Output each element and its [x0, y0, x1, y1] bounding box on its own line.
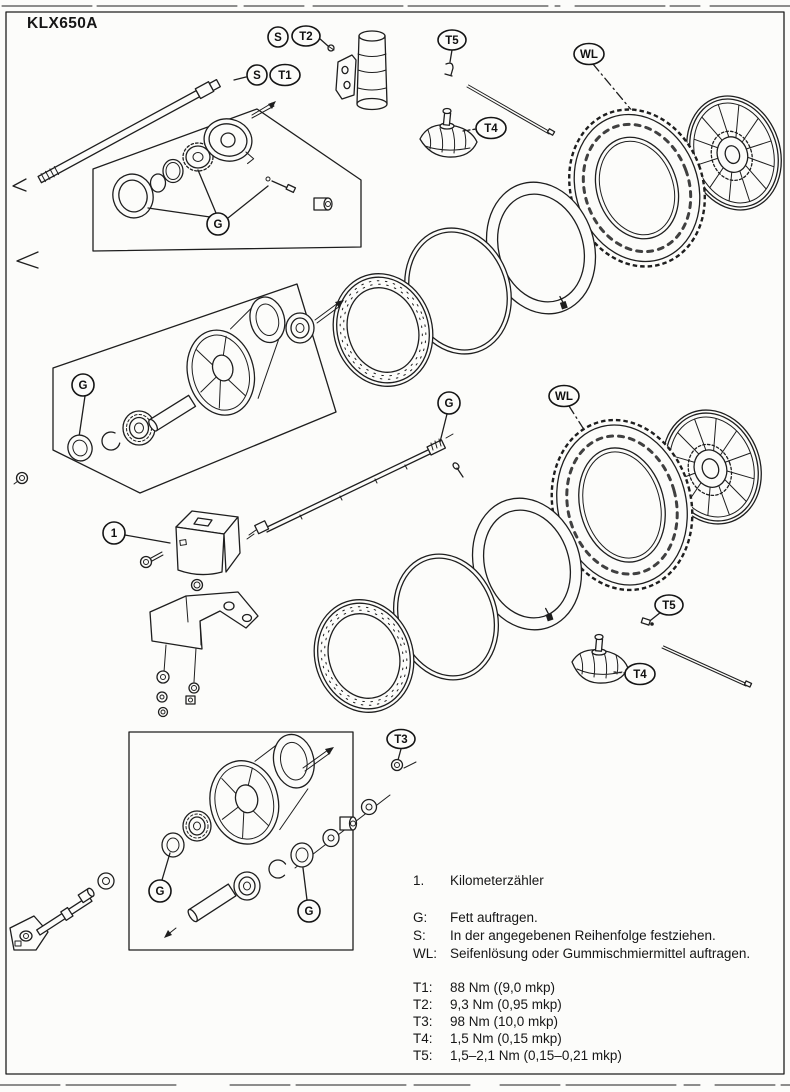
grease-seal — [108, 170, 158, 223]
torque-row-t5: T5: 1,5–2,1 Nm (0,15–0,21 mkp) — [413, 1048, 622, 1063]
bearing — [234, 872, 260, 900]
washer — [157, 671, 169, 683]
svg-text:T3: T3 — [394, 734, 408, 746]
callout-g-gearbox — [207, 213, 229, 235]
g-leader-lines — [148, 170, 268, 218]
seal — [162, 833, 184, 857]
washer-right — [362, 800, 377, 815]
hub-seal — [64, 432, 95, 465]
g-leader — [162, 853, 170, 880]
axle-spacer — [78, 887, 95, 902]
spoke-nipple-upper — [445, 50, 453, 76]
unit-bracket — [336, 55, 356, 99]
mount-bolt — [141, 552, 164, 568]
wheel-bearing-left — [123, 411, 155, 445]
svg-text:WL: WL — [580, 49, 598, 61]
front-hub-box — [53, 284, 344, 493]
axle-washer — [98, 873, 114, 889]
bushing-right — [340, 817, 357, 830]
margin-arrow-icons — [13, 179, 38, 268]
callout-t5-bottom — [655, 595, 683, 615]
legend-item1-text: Kilometerzähler — [450, 873, 544, 888]
svg-text:T4: T4 — [633, 669, 647, 681]
callout-g-front-hub — [72, 374, 94, 396]
g-leader — [79, 396, 85, 437]
hex-nut — [159, 708, 168, 717]
legend-note-s: S: In der angegebenen Reihenfolge festziehen. — [413, 928, 716, 944]
hub-spacer-tube — [147, 395, 195, 432]
legend-notes — [413, 909, 783, 964]
rim-lock-upper — [420, 109, 477, 158]
legend-note-wl: WL: Seifenlösung oder Gummischmiermittel auftragen. — [413, 946, 751, 962]
svg-text:G: G — [78, 380, 88, 392]
callout-wl-bottom — [549, 386, 579, 407]
washer-ring — [163, 160, 183, 183]
callout-item1 — [103, 522, 125, 544]
callout-s-axle — [247, 65, 267, 85]
spoke-lower — [662, 646, 752, 687]
bearing — [183, 811, 211, 841]
torque-row-t3: T3: 98 Nm (10,0 mkp) — [413, 1014, 559, 1029]
svg-text:1: 1 — [110, 528, 118, 540]
nut — [192, 580, 203, 591]
speedometer-drive-unit — [319, 31, 387, 110]
washer — [323, 830, 339, 847]
callout-t5-top — [438, 30, 466, 50]
svg-text:G: G — [444, 398, 454, 410]
model-title: KLX650A — [27, 15, 98, 32]
callout-t4-bottom — [625, 664, 655, 685]
svg-text:T4: T4 — [484, 123, 498, 135]
spoke-nipple-lower — [641, 612, 661, 626]
callout-g-rear-right — [298, 900, 320, 922]
speedometer-cable — [247, 414, 463, 539]
svg-text:G: G — [304, 906, 314, 918]
square-nut — [186, 696, 195, 704]
svg-text:S: S — [253, 70, 261, 82]
torque-row-t1: T1: 88 Nm ((9,0 mkp) — [413, 980, 556, 995]
svg-text:G: G — [213, 219, 223, 231]
svg-text:T1: T1 — [278, 70, 292, 82]
svg-text:G: G — [155, 886, 165, 898]
o-ring-small — [151, 174, 166, 192]
assembly-arrow-small — [164, 928, 176, 938]
svg-text:S: S — [274, 32, 282, 44]
circlip — [98, 428, 123, 453]
left-margin-nut — [14, 473, 28, 485]
callout-wl-top — [574, 44, 604, 65]
rear-hub — [199, 731, 328, 851]
rim-lock-lower — [572, 635, 628, 684]
drive-pin — [266, 177, 295, 192]
g-leader — [303, 868, 307, 900]
svg-text:T2: T2 — [299, 31, 313, 43]
legend-torque-specs — [413, 979, 783, 1064]
wheel-bearing-right — [286, 313, 314, 343]
hub-spacer-tube — [186, 884, 236, 923]
cable-screw — [452, 462, 463, 477]
callout-g-rear-left — [149, 880, 171, 902]
bolt — [189, 683, 199, 693]
bushing — [314, 198, 332, 210]
torque-row-t4: T4: 1,5 Nm (0,15 mkp) — [413, 1031, 562, 1046]
legend-item — [413, 872, 783, 890]
callout-t1 — [270, 65, 300, 86]
svg-text:T5: T5 — [445, 35, 459, 47]
legend-note-g: G: Fett auftragen. — [413, 910, 538, 925]
callout-t2 — [292, 26, 320, 46]
legend-row-item1 — [413, 872, 783, 890]
callout-g-cable — [438, 392, 460, 414]
callout-s-top — [268, 27, 288, 47]
svg-text:WL: WL — [555, 391, 573, 403]
t3-axle-nut — [392, 749, 417, 771]
seal — [291, 843, 313, 867]
washer — [157, 692, 167, 702]
torque-row-t2: T2: 9,3 Nm (0,95 mkp) — [413, 997, 562, 1012]
cable-ferrule — [427, 434, 453, 455]
callout-t4-top — [476, 118, 506, 139]
svg-text:T5: T5 — [662, 600, 676, 612]
circlip — [266, 857, 289, 880]
legend-item1-number: 1. — [413, 873, 425, 888]
rear-hub-box — [129, 731, 390, 950]
callout-t3 — [387, 730, 415, 749]
mount-bracket — [150, 592, 258, 649]
kilometerzaehler-unit — [125, 511, 258, 717]
rear-axle — [10, 873, 114, 950]
